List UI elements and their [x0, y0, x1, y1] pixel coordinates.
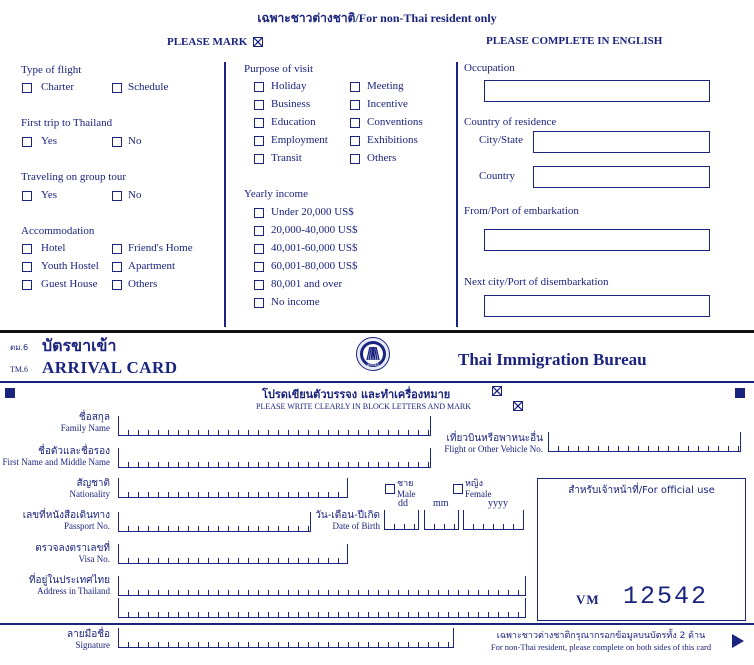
dob-mm-hint: mm	[433, 498, 449, 509]
income-option-label: 40,001-60,000 US$	[271, 242, 358, 254]
address-th: ที่อยู่ในประเทศไทย	[28, 575, 110, 586]
card-code-en: TM.6	[10, 365, 28, 374]
income-option-label: 60,001-80,000 US$	[271, 260, 358, 272]
family-name-field[interactable]	[118, 416, 431, 436]
first-trip-no-label: No	[128, 135, 142, 147]
income-title: Yearly income	[244, 188, 308, 200]
income-option-label: 20,000-40,000 US$	[271, 224, 358, 236]
income-option-checkbox[interactable]	[254, 244, 264, 254]
business-label: Business	[271, 98, 311, 110]
card-separator	[0, 330, 754, 333]
group-tour-yes-label: Yes	[41, 189, 58, 201]
conventions-checkbox[interactable]	[350, 118, 360, 128]
instructions-en: PLEASE WRITE CLEARLY IN BLOCK LETTERS AND MARK	[256, 402, 471, 411]
family-name-th: ชื่อสกุล	[78, 412, 110, 423]
country-field[interactable]	[533, 166, 710, 188]
flight-en: Flight or Other Vehicle No.	[444, 444, 543, 454]
type-of-flight-title: Type of flight	[21, 64, 82, 76]
dob-day-field[interactable]	[384, 510, 419, 530]
income-option-checkbox[interactable]	[254, 280, 264, 290]
income-option-checkbox[interactable]	[254, 208, 264, 218]
embarkation-field[interactable]	[484, 229, 710, 251]
purpose-others-checkbox[interactable]	[350, 154, 360, 164]
occupation-field[interactable]	[484, 80, 710, 102]
passport-en: Passport No.	[63, 521, 110, 531]
official-use-label: สำหรับเจ้าหน้าที่/For official use	[568, 485, 715, 496]
dob-label	[315, 510, 380, 532]
dob-yyyy-hint: yyyy	[488, 498, 508, 509]
schedule-checkbox[interactable]	[112, 83, 122, 93]
purpose-title: Purpose of visit	[244, 63, 314, 75]
apartment-label: Apartment	[128, 260, 176, 272]
address-field-line1[interactable]	[118, 576, 526, 596]
asean-logo	[356, 337, 390, 371]
visa-th: ตรวจลงตราเลขที่	[35, 543, 110, 554]
employment-checkbox[interactable]	[254, 136, 264, 146]
visa-field[interactable]	[118, 544, 348, 564]
disembarkation-label: Next city/Port of disembarkation	[464, 276, 609, 288]
accommodation-others-label: Others	[128, 278, 158, 290]
example-mark-checkbox	[253, 37, 263, 47]
flight-field[interactable]	[548, 432, 741, 452]
family-name-en: Family Name	[60, 423, 110, 433]
dob-month-field[interactable]	[424, 510, 459, 530]
footer-en: For non-Thai resident, please complete on both sides of this card	[490, 642, 712, 652]
asean-logo-text: asean	[367, 362, 379, 367]
schedule-label: Schedule	[128, 81, 169, 93]
income-option-checkbox[interactable]	[254, 226, 264, 236]
nationality-label	[70, 478, 111, 500]
hotel-checkbox[interactable]	[22, 244, 32, 254]
apartment-checkbox[interactable]	[112, 262, 122, 272]
flight-label	[444, 433, 543, 455]
x-mark-icon	[493, 387, 501, 395]
charter-checkbox[interactable]	[22, 83, 32, 93]
serial-number: 12542	[623, 582, 709, 611]
male-checkbox[interactable]	[385, 484, 395, 494]
footer-th: เฉพาะชาวต่างชาติกรุณากรอกข้อมูลบนบัตรทั้ง 2 ด้าน	[496, 631, 706, 641]
please-mark-label: PLEASE MARK	[167, 36, 248, 48]
passport-field[interactable]	[118, 512, 311, 532]
instructions-th: โปรดเขียนตัวบรรจง และทำเครื่องหมาย	[262, 388, 451, 401]
charter-label: Charter	[41, 81, 74, 93]
first-name-th: ชื่อตัวและชื่อรอง	[38, 446, 110, 457]
hotel-label: Hotel	[41, 242, 66, 254]
x-mark-icon	[514, 402, 522, 410]
footer-note	[480, 631, 722, 653]
transit-checkbox[interactable]	[254, 154, 264, 164]
signature-label	[67, 629, 110, 651]
embarkation-label: From/Port of embarkation	[464, 205, 579, 217]
female-checkbox[interactable]	[453, 484, 463, 494]
group-tour-no-label: No	[128, 189, 142, 201]
passport-label	[23, 510, 110, 532]
first-trip-title: First trip to Thailand	[21, 117, 113, 129]
please-complete-english: PLEASE COMPLETE IN ENGLISH	[486, 35, 663, 47]
x-mark-icon	[254, 38, 262, 46]
card-title-th: บัตรขาเข้า	[42, 336, 117, 355]
male-label	[397, 479, 416, 499]
guest-house-checkbox[interactable]	[22, 280, 32, 290]
signature-divider	[0, 623, 754, 625]
example-mark-checkbox	[492, 386, 502, 396]
visa-label	[35, 543, 110, 565]
youth-hostel-label: Youth Hostel	[41, 260, 99, 272]
female-th: หญิง	[465, 479, 483, 489]
holiday-checkbox[interactable]	[254, 82, 264, 92]
purpose-others-label: Others	[367, 152, 397, 164]
signature-en: Signature	[75, 640, 110, 650]
dob-th: วัน-เดือน-ปีเกิด	[315, 510, 380, 521]
visa-en: Visa No.	[78, 554, 110, 564]
business-checkbox[interactable]	[254, 100, 264, 110]
occupation-label: Occupation	[464, 62, 515, 74]
transit-label: Transit	[271, 152, 302, 164]
disembarkation-field[interactable]	[484, 295, 710, 317]
first-trip-yes-label: Yes	[41, 135, 58, 147]
example-mark-checkbox	[513, 401, 523, 411]
income-option-label: Under 20,000 US$	[271, 206, 354, 218]
dob-en: Date of Birth	[332, 521, 380, 531]
exhibitions-label: Exhibitions	[367, 134, 418, 146]
first-trip-no-checkbox[interactable]	[112, 137, 122, 147]
address-field-line2[interactable]	[118, 598, 526, 618]
dob-dd-hint: dd	[398, 498, 408, 509]
address-en: Address in Thailand	[37, 586, 110, 596]
signature-field[interactable]	[118, 628, 454, 648]
bureau-name: Thai Immigration Bureau	[458, 350, 647, 369]
exhibitions-checkbox[interactable]	[350, 136, 360, 146]
accommodation-others-checkbox[interactable]	[112, 280, 122, 290]
address-label	[29, 575, 110, 597]
group-tour-title: Traveling on group tour	[21, 171, 127, 183]
column-divider	[456, 62, 458, 327]
education-label: Education	[271, 116, 316, 128]
income-option-checkbox[interactable]	[254, 298, 264, 308]
nationality-field[interactable]	[118, 478, 348, 498]
first-trip-yes-checkbox[interactable]	[22, 137, 32, 147]
card-header-divider	[0, 381, 754, 383]
signature-th: ลายมือชื่อ	[67, 629, 110, 640]
first-name-label	[3, 446, 110, 468]
corner-marker	[735, 388, 745, 398]
holiday-label: Holiday	[271, 80, 307, 92]
please-mark	[167, 36, 247, 48]
city-state-label: City/State	[479, 134, 523, 146]
arrow-right-icon	[732, 634, 744, 648]
guest-house-label: Guest House	[41, 278, 98, 290]
accommodation-title: Accommodation	[21, 225, 95, 237]
country-label: Country	[479, 170, 516, 182]
nationality-th: สัญชาติ	[76, 478, 110, 489]
female-label	[465, 479, 492, 499]
first-name-en: First Name and Middle Name	[2, 457, 110, 467]
dob-year-field[interactable]	[463, 510, 524, 530]
card-code-th: ตม.6	[10, 343, 29, 352]
group-tour-no-checkbox[interactable]	[112, 191, 122, 201]
first-name-field[interactable]	[118, 448, 431, 468]
city-state-field[interactable]	[533, 131, 710, 153]
education-checkbox[interactable]	[254, 118, 264, 128]
flight-th: เที่ยวบินหรือพาหนะอื่น	[446, 433, 543, 444]
income-option-label: 80,001 and over	[271, 278, 343, 290]
serial-prefix: VM	[576, 592, 600, 607]
income-option-checkbox[interactable]	[254, 262, 264, 272]
male-en: Male	[397, 489, 416, 499]
card-title-en: ARRIVAL CARD	[42, 358, 178, 377]
column-divider	[224, 62, 226, 327]
meeting-checkbox[interactable]	[350, 82, 360, 92]
nationality-en: Nationality	[69, 489, 110, 499]
conventions-label: Conventions	[367, 116, 423, 128]
income-option-label: No income	[271, 296, 320, 308]
corner-marker	[5, 388, 15, 398]
friends-home-checkbox[interactable]	[112, 244, 122, 254]
youth-hostel-checkbox[interactable]	[22, 262, 32, 272]
group-tour-yes-checkbox[interactable]	[22, 191, 32, 201]
meeting-label: Meeting	[367, 80, 404, 92]
family-name-label	[61, 412, 110, 434]
employment-label: Employment	[271, 134, 328, 146]
female-en: Female	[465, 489, 492, 499]
official-use-box	[537, 478, 746, 621]
top-header: เฉพาะชาวต่างชาติ/For non-Thai resident only	[257, 11, 497, 25]
incentive-checkbox[interactable]	[350, 100, 360, 110]
incentive-label: Incentive	[367, 98, 408, 110]
male-th: ชาย	[397, 479, 414, 489]
country-of-residence-label: Country of residence	[464, 116, 557, 128]
passport-th: เลขที่หนังสือเดินทาง	[22, 510, 110, 521]
friends-home-label: Friend's Home	[128, 242, 193, 254]
